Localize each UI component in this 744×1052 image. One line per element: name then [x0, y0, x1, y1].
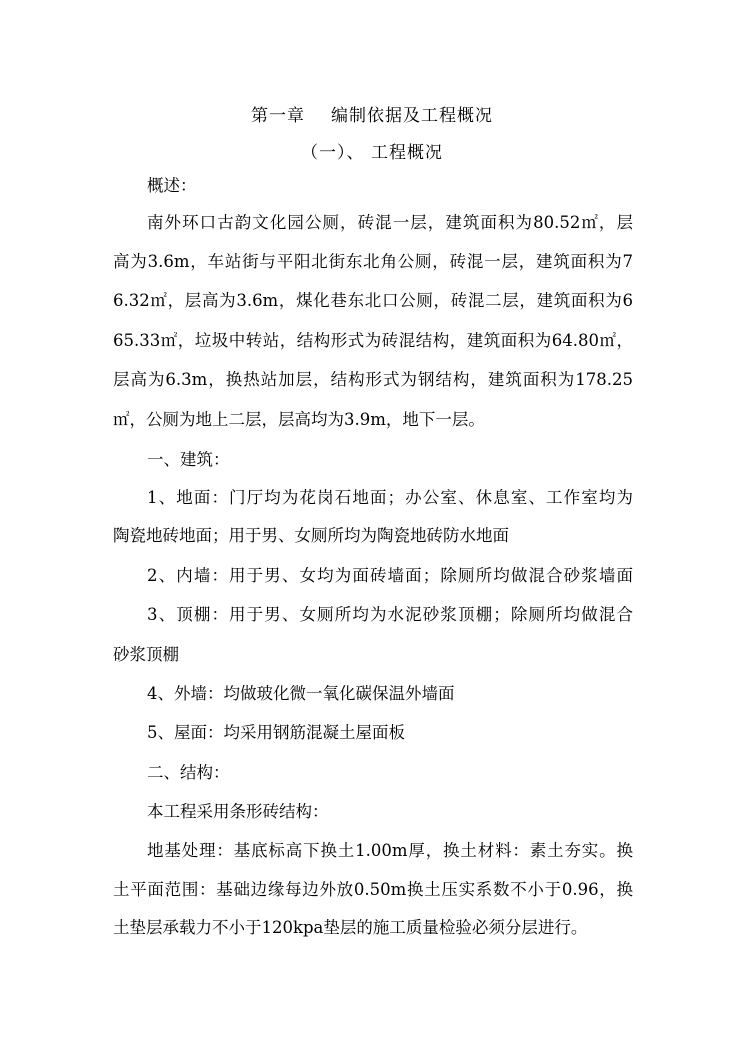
chapter-title — [0, 101, 744, 126]
overview-line: 65.33㎡，垃圾中转站，结构形式为砖混结构，建筑面积为64.80㎡， — [113, 331, 633, 350]
building-heading: 一、建筑： — [147, 450, 230, 469]
structure-heading: 二、结构： — [147, 763, 230, 782]
overview-line: ㎡，公厕为地上二层，层高均为3.9m，地下一层。 — [113, 410, 485, 429]
building-item: 1、地面：门厅均为花岗石地面；办公室、休息室、工作室均为 — [147, 488, 633, 507]
building-item: 5、屋面：均采用钢筋混凝土屋面板 — [147, 723, 405, 742]
building-item: 砂浆顶棚 — [113, 645, 179, 664]
overview-line: 6.32㎡，层高为3.6m，煤化巷东北口公厕，砖混二层，建筑面积为6 — [113, 291, 633, 310]
overview-label: 概述： — [147, 176, 197, 195]
chapter-number: 第一章 — [251, 106, 305, 126]
building-item: 3、顶棚：用于男、女厕所均为水泥砂浆顶棚；除厕所均做混合 — [147, 605, 633, 624]
chapter-name: 编制依据及工程概况 — [331, 106, 493, 126]
overview-line: 高为3.6m，车站街与平阳北街东北角公厕，砖混一层，建筑面积为7 — [113, 252, 633, 271]
foundation-line: 土平面范围：基础边缘每边外放0.50m换土压实系数不小于0.96，换 — [113, 880, 633, 899]
foundation-line: 土垫层承载力不小于120kpa垫层的施工质量检验必须分层进行。 — [113, 918, 588, 937]
foundation-line: 地基处理：基底标高下换土1.00m厚，换土材料：素土夯实。换 — [147, 841, 633, 860]
structure-intro: 本工程采用条形砖结构： — [147, 802, 329, 821]
overview-line: 层高为6.3m，换热站加层，结构形式为钢结构，建筑面积为178.25 — [113, 370, 633, 389]
building-item: 陶瓷地砖地面；用于男、女厕所均为陶瓷地砖防水地面 — [113, 526, 509, 545]
overview-line: 南外环口古韵文化园公厕，砖混一层，建筑面积为80.52㎡，层 — [147, 213, 633, 232]
building-item: 4、外墙：均做玻化微一氧化碳保温外墙面 — [147, 684, 455, 703]
building-item: 2、内墙：用于男、女均为面砖墙面；除厕所均做混合砂浆墙面 — [147, 566, 633, 585]
section-title: （一）、 工程概况 — [301, 143, 443, 163]
